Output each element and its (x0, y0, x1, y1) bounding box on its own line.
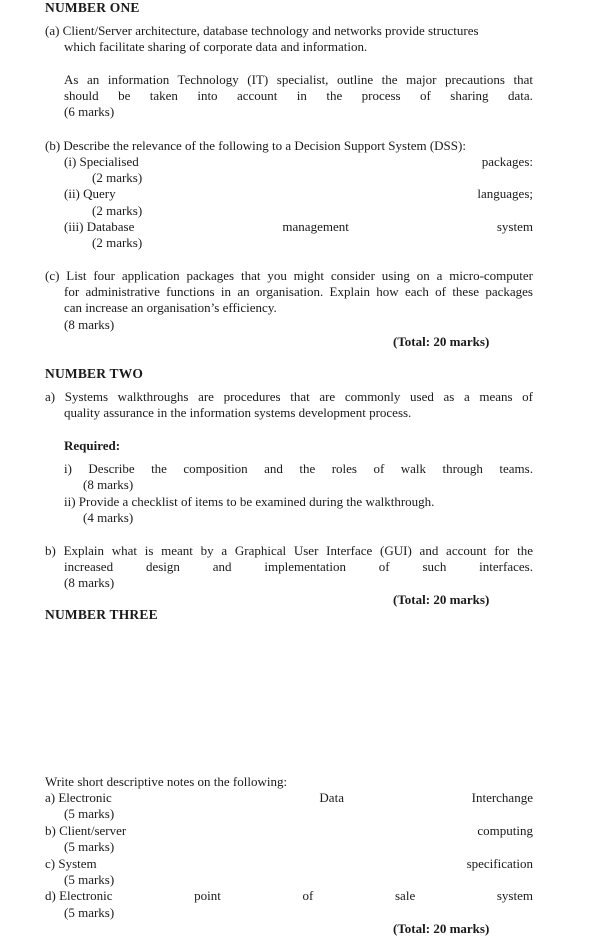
q1c-line1: (c) List four application packages that you might consider using on a micro-computer (45, 268, 533, 283)
q2b-marks: (8 marks) (64, 575, 115, 590)
word: increased (64, 559, 114, 574)
q2b-line2 (64, 559, 533, 575)
word: b) Client/server (45, 823, 127, 838)
word: sale (395, 888, 416, 903)
q3-b-marks: (5 marks) (64, 839, 115, 854)
word: and (264, 461, 283, 476)
word: of (378, 559, 390, 574)
word: of (373, 461, 385, 476)
section-three-heading: NUMBER THREE (45, 607, 158, 622)
word: Describe (88, 461, 135, 476)
q1a-line4 (64, 88, 533, 104)
q1b-item-i (64, 154, 533, 170)
item-end: system (496, 219, 533, 234)
item-label: (i) Specialised (64, 154, 139, 169)
word: Interchange (471, 790, 533, 805)
word: i) (64, 461, 72, 476)
q1b-i-marks: (2 marks) (92, 170, 143, 185)
word: such (422, 559, 447, 574)
word: should (64, 88, 99, 103)
q2a-required: Required: (64, 438, 121, 453)
word: the (151, 461, 167, 476)
word: into (197, 88, 218, 103)
q1c-line2: for administrative functions in an organisation. Explain how each of these packages (64, 284, 533, 299)
item-label: (ii) Query (64, 186, 116, 201)
q3-c-marks: (5 marks) (64, 872, 115, 887)
q2a-i-marks: (8 marks) (83, 477, 134, 492)
q3-item-c (45, 856, 533, 872)
word: specification (466, 856, 533, 871)
word: composition (183, 461, 248, 476)
word: walk (400, 461, 427, 476)
q1b-iii-marks: (2 marks) (92, 235, 143, 250)
word: through (442, 461, 483, 476)
q2a-line1: a) Systems walkthroughs are procedures that are commonly used as a means of (45, 389, 533, 404)
q1b-item-iii (64, 219, 533, 235)
word: a) Electronic (45, 790, 112, 805)
item-label: (iii) Database (64, 219, 135, 234)
word: the (326, 88, 343, 103)
item-end: packages: (481, 154, 533, 169)
q3-item-a (45, 790, 533, 806)
q1c-line3: can increase an organisation’s efficiency. (64, 300, 277, 315)
q2a-item-ii: ii) Provide a checklist of items to be examined during the walkthrough. (64, 494, 435, 509)
item-mid: management (282, 219, 349, 234)
word: point (194, 888, 221, 903)
word: d) Electronic (45, 888, 113, 903)
word: be (118, 88, 131, 103)
q1c-marks: (8 marks) (64, 317, 115, 332)
q2a-line2: quality assurance in the information systems development process. (64, 405, 412, 420)
word: account (236, 88, 278, 103)
section-one-heading: NUMBER ONE (45, 0, 140, 15)
q1a-marks: (6 marks) (64, 104, 115, 119)
section-one-total: (Total: 20 marks) (393, 334, 490, 349)
q3-item-d (45, 888, 533, 904)
word: process (361, 88, 401, 103)
word: of (420, 88, 431, 103)
item-end: languages; (477, 186, 533, 201)
section-three-total: (Total: 20 marks) (393, 921, 490, 936)
q3-d-marks: (5 marks) (64, 905, 115, 920)
q1b-ii-marks: (2 marks) (92, 203, 143, 218)
word: computing (477, 823, 533, 838)
q2b-line1: b) Explain what is meant by a Graphical User Interface (GUI) and account for the (45, 543, 533, 558)
word: taken (149, 88, 178, 103)
word: in (296, 88, 307, 103)
word: data. (507, 88, 533, 103)
q3-item-b (45, 823, 533, 839)
word: the (299, 461, 316, 476)
q3-a-marks: (5 marks) (64, 806, 115, 821)
word: sharing (450, 88, 489, 103)
q2a-item-i (64, 461, 533, 477)
q1a-line3: As an information Technology (IT) specialist, outline the major precautions that (64, 72, 533, 87)
section-two-total: (Total: 20 marks) (393, 592, 490, 607)
word: roles (331, 461, 357, 476)
word: interfaces. (479, 559, 533, 574)
word: c) System (45, 856, 97, 871)
section-two-heading: NUMBER TWO (45, 366, 144, 381)
word: Data (319, 790, 344, 805)
q2a-ii-marks: (4 marks) (83, 510, 134, 525)
q1a-line1: (a) Client/Server architecture, database technology and networks provide structures (45, 23, 479, 38)
word: design (145, 559, 180, 574)
q1a-line2: which facilitate sharing of corporate data and information. (64, 39, 368, 54)
word: teams. (499, 461, 533, 476)
word: system (496, 888, 533, 903)
word: of (302, 888, 314, 903)
q1b-item-ii (64, 186, 533, 202)
word: implementation (264, 559, 346, 574)
word: and (212, 559, 232, 574)
q3-intro: Write short descriptive notes on the following: (45, 774, 288, 789)
q1b-intro: (b) Describe the relevance of the following to a Decision Support System (DSS): (45, 138, 466, 153)
